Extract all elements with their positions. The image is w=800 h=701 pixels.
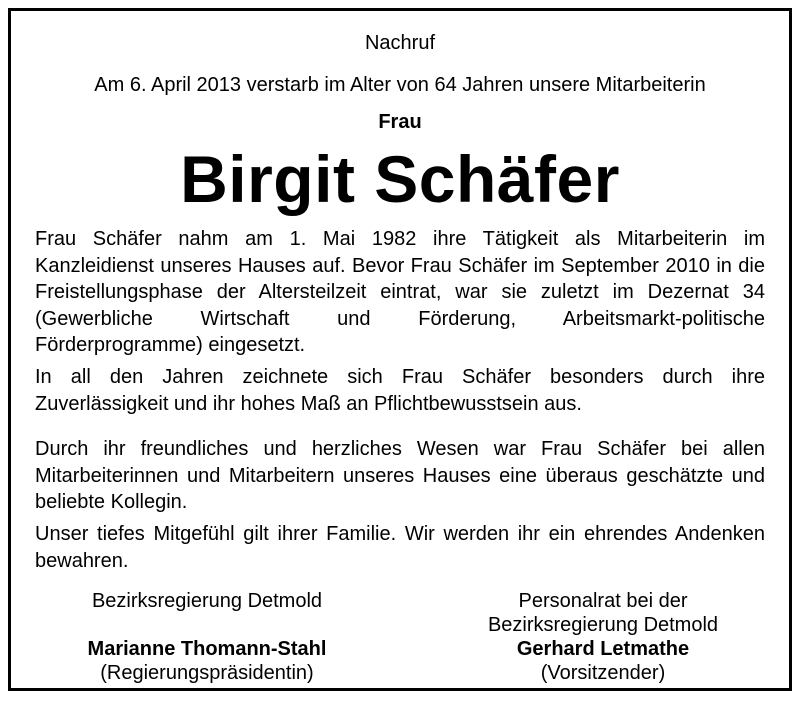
paragraph-career: Frau Schäfer nahm am 1. Mai 1982 ihre Tätigkeit als Mitarbeiterin im Kanzleidienst unseres Hauses auf. Bevor Frau Schäfer im September 2010 in die Freistellungsphase der Altersteilzeit eintrat, war sie zuletzt im Dezernat 34 (Gewerbliche Wirtschaft und Förderung, Arbeitsmarkt-politische Förderprogramme) eingesetzt.	[35, 228, 765, 356]
signature-left-role: (Regierungspräsidentin)	[100, 662, 314, 684]
signature-left-name: Marianne Thomann-Stahl	[87, 638, 327, 660]
signature-right-organization-line2: Bezirksregierung Detmold	[487, 614, 719, 636]
salutation: Frau	[378, 111, 422, 133]
paragraph-reliability: In all den Jahren zeichnete sich Frau Schäfer besonders durch ihre Zuverlässigkeit und ihr hohes Maß an Pflichtbewusstsein aus.	[35, 366, 765, 415]
signature-left	[37, 589, 377, 685]
paragraph-character: Durch ihr freundliches und herzliches Wesen war Frau Schäfer bei allen Mitarbeiterinnen und Mitarbeitern unseres Hauses eine überaus geschätzte und beliebte Kollegin.	[35, 438, 765, 513]
obituary-frame	[8, 8, 792, 691]
deceased-name: Birgit Schäfer	[180, 142, 620, 216]
signature-left-spacer	[37, 613, 377, 637]
signature-right-organization-line1: Personalrat bei der	[518, 590, 688, 612]
signature-right-name: Gerhard Letmathe	[516, 638, 690, 660]
signature-left-organization: Bezirksregierung Detmold	[91, 590, 323, 612]
obituary-intro: Am 6. April 2013 verstarb im Alter von 64 Jahren unsere Mitarbeiterin	[94, 74, 706, 96]
signature-right-role: (Vorsitzender)	[540, 662, 666, 684]
obituary-heading: Nachruf	[364, 32, 436, 54]
paragraph-condolence: Unser tiefes Mitgefühl gilt ihrer Familie. Wir werden ihr ein ehrendes Andenken bewahren.	[35, 523, 765, 572]
signature-right	[433, 589, 773, 685]
